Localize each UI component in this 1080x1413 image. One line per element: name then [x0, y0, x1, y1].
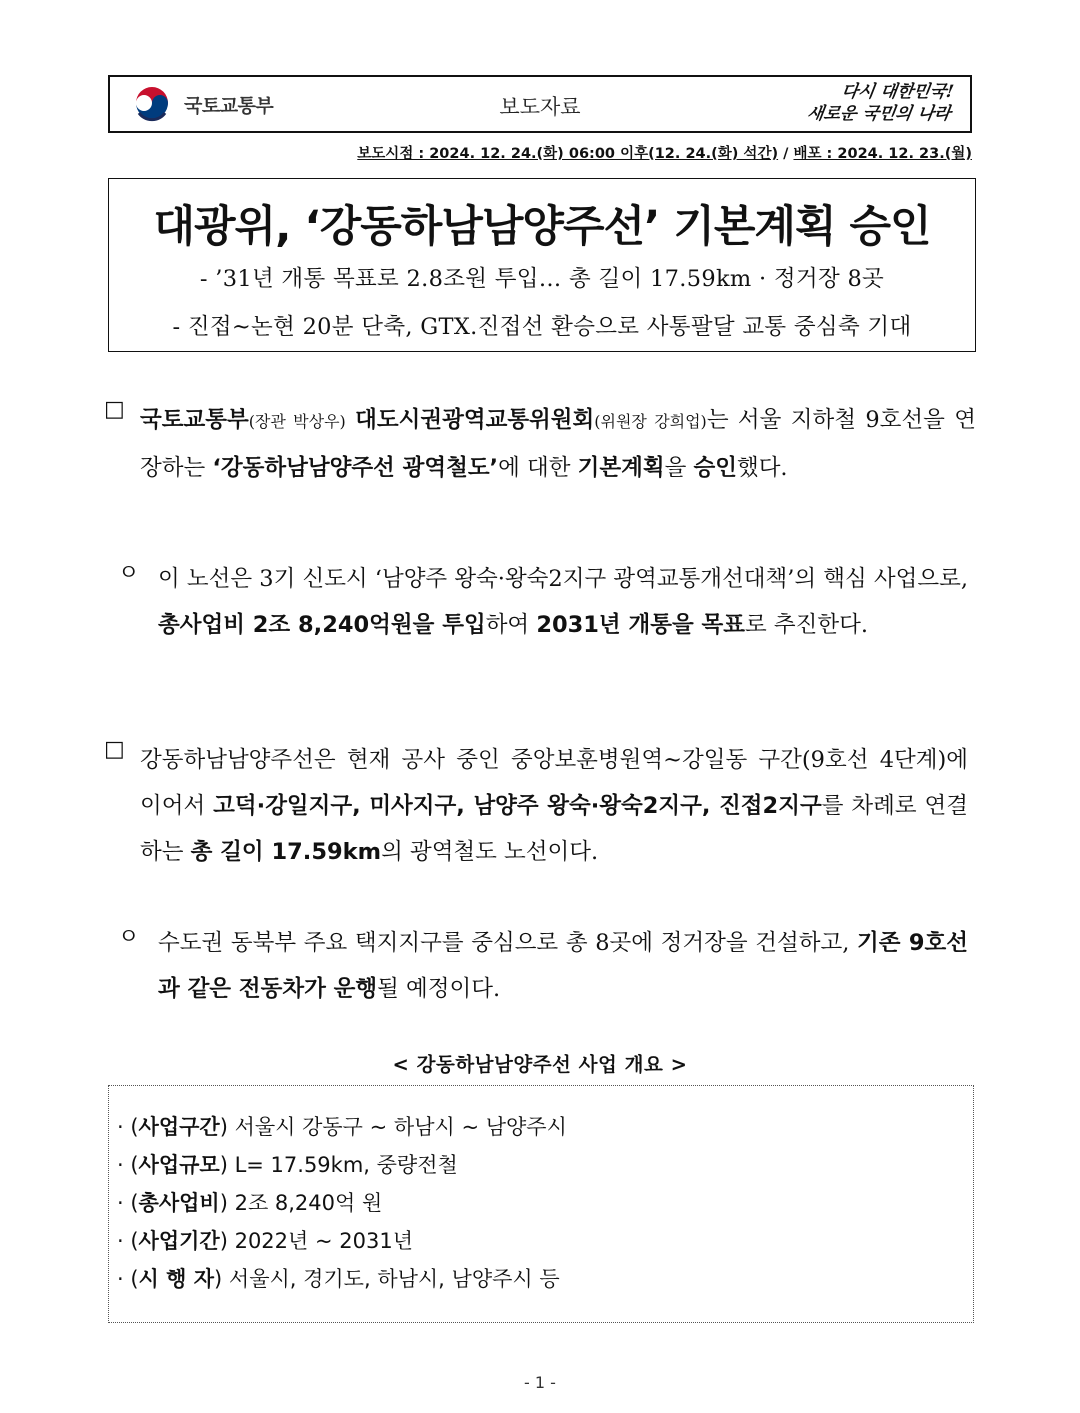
p4-bold-1: 기존 9호선과 같은 전동차가 운행 — [158, 930, 968, 1002]
p1-bold-5: 승인 — [693, 455, 737, 481]
p1-text-1: 는 서울 지하철 9호선을 연장하는 — [140, 407, 977, 481]
overview-value: 2022년 ~ 2031년 — [234, 1229, 413, 1253]
overview-row: · (총사업비) 2조 8,240억 원 — [117, 1191, 383, 1215]
p2-text-1: 이 노선은 3기 신도시 ‘남양주 왕숙·왕숙2지구 광역교통개선대책’의 핵심 사업으로, — [158, 566, 968, 592]
p1-text-2: 에 대한 — [498, 455, 578, 481]
circle-bullet-icon: ㅇ — [118, 925, 140, 950]
release-info — [357, 142, 972, 163]
overview-label: 사업규모 — [138, 1153, 220, 1177]
overview-label: 사업구간 — [138, 1115, 220, 1139]
paragraph-4 — [158, 920, 968, 1012]
p1-bold-4: 기본계획 — [577, 455, 665, 481]
overview-title: < 강동하남남양주선 사업 개요 > — [392, 1053, 688, 1076]
p1-small-2: (위원장 강희업) — [594, 412, 707, 431]
p1-text-4: 했다. — [736, 455, 788, 481]
slogan — [734, 81, 955, 125]
overview-row: · (시 행 자) 서울시, 경기도, 하남시, 남양주시 등 — [117, 1267, 560, 1291]
overview-value: 2조 8,240억 원 — [234, 1191, 383, 1215]
overview-value: 서울시 강동구 ~ 하남시 ~ 남양주시 — [234, 1115, 567, 1139]
overview-value: 서울시, 경기도, 하남시, 남양주시 등 — [228, 1267, 560, 1291]
overview-row: · (사업규모) L= 17.59km, 중량전철 — [117, 1153, 458, 1177]
p4-text-1: 수도권 동북부 주요 택지지구를 중심으로 총 8곳에 정거장을 건설하고, — [158, 930, 858, 956]
overview-label: 총사업비 — [138, 1191, 220, 1215]
p1-small-1: (장관 박상우) — [248, 412, 346, 431]
p1-bold-1: 국토교통부 — [140, 407, 249, 433]
circle-bullet-icon: ㅇ — [118, 561, 140, 586]
p2-text-3: 로 추진한다. — [745, 612, 868, 638]
p3-bold-1: 고덕·강일지구, 미사지구, 남양주 왕숙·왕숙2지구, 진접2지구 — [213, 793, 822, 819]
overview-row: · (사업구간) 서울시 강동구 ~ 하남시 ~ 남양주시 — [117, 1115, 567, 1139]
distribution-date: 배포 : 2024. 12. 23.(월) — [793, 146, 972, 162]
p2-bold-1: 총사업비 2조 8,240억원을 투입 — [158, 612, 486, 638]
subtitle-1: - ’31년 개통 목표로 2.8조원 투입… 총 길이 17.59km · 정거장 8곳 — [199, 266, 885, 292]
p1-bold-3: ‘강동하남남양주선 광역철도’ — [212, 455, 499, 481]
p3-text-2: 를 차례로 연결하는 — [140, 793, 969, 865]
overview-value: L= 17.59km, 중량전철 — [234, 1153, 458, 1177]
overview-label: 사업기간 — [138, 1229, 220, 1253]
page-number: - 1 - — [524, 1373, 556, 1392]
p2-text-2: 하여 — [485, 612, 537, 638]
page-title: 대광위, ‘강동하남남양주선’ 기본계획 승인 — [153, 202, 931, 252]
paragraph-3 — [140, 737, 968, 875]
square-bullet-icon: □ — [104, 397, 125, 422]
p1-text-3: 을 — [664, 455, 694, 481]
overview-label: 시 행 자 — [138, 1267, 215, 1291]
p1-bold-2: 대도시권광역교통위원회 — [355, 407, 595, 433]
p4-text-2: 될 예정이다. — [377, 976, 501, 1002]
p3-text-1: 강동하남남양주선은 현재 공사 중인 중앙보훈병원역~강일동 구간(9호선 4단계)에 이어서 — [140, 747, 968, 819]
embargo-time: 보도시점 : 2024. 12. 24.(화) 06:00 이후(12. 24.(화) 석간) — [357, 146, 779, 162]
p3-text-3: 의 광역철도 노선이다. — [381, 839, 599, 865]
paragraph-2 — [158, 556, 968, 648]
slogan-line-1: 다시 대한민국! — [840, 82, 955, 102]
p3-bold-2: 총 길이 17.59km — [190, 839, 382, 865]
overview-row: · (사업기간) 2022년 ~ 2031년 — [117, 1229, 413, 1253]
overview-box — [108, 1085, 974, 1323]
release-separator: / — [778, 146, 794, 162]
square-bullet-icon: □ — [104, 737, 125, 762]
ministry-name: 국토교통부 — [184, 95, 274, 117]
p2-bold-2: 2031년 개통을 목표 — [536, 612, 746, 638]
title-box — [108, 178, 976, 352]
header-box — [108, 75, 972, 133]
slogan-line-2: 새로운 국민의 나라 — [805, 104, 952, 124]
subtitle-2: - 진접~논현 20분 단축, GTX.진접선 환승으로 사통팔달 교통 중심축 기대 — [172, 314, 912, 340]
document-type: 보도자료 — [499, 95, 581, 119]
paragraph-1 — [140, 397, 976, 491]
